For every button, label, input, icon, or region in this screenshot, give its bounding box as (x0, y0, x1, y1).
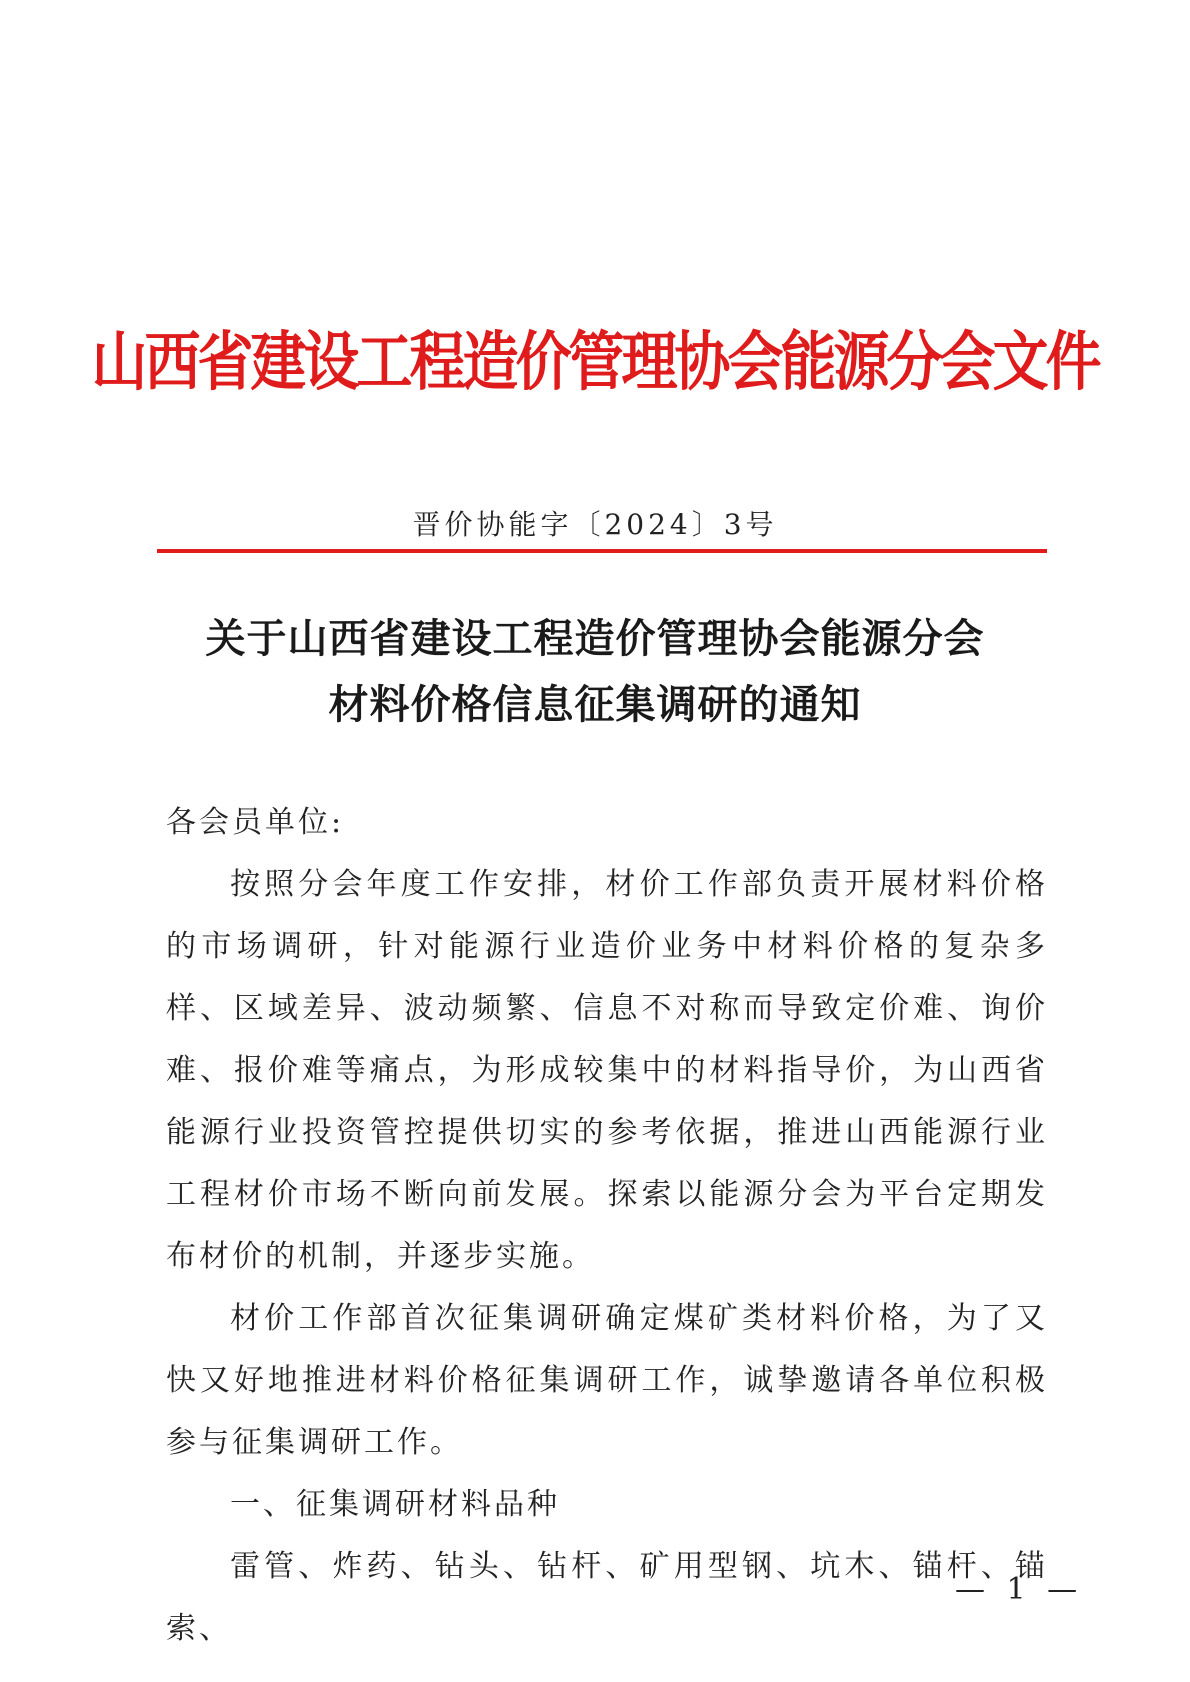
paragraph-invitation: 材价工作部首次征集调研确定煤矿类材料价格，为了又快又好地推进材料价格征集调研工作，诚挚邀请各单位积极参与征集调研工作。 (166, 1301, 1048, 1460)
notice-body (166, 792, 1048, 1660)
notice-title (0, 606, 1190, 738)
section-heading-1: 一、征集调研材料品种 (230, 1487, 560, 1522)
salutation: 各会员单位: (166, 805, 345, 840)
red-divider-line (157, 549, 1047, 553)
masthead-title: 山西省建设工程造价管理协会能源分会文件 (91, 324, 1099, 400)
notice-title-line-2: 材料价格信息征集调研的通知 (328, 681, 862, 728)
page-number: — 1 — (955, 1572, 1084, 1607)
paragraph-intro: 按照分会年度工作安排，材价工作部负责开展材料价格的市场调研，针对能源行业造价业务中材料价格的复杂多样、区域差异、波动频繁、信息不对称而导致定价难、询价难、报价难等痛点，为形成较集中的材料指导价，为山西省能源行业投资管控提供切实的参考依据，推进山西能源行业工程材价市场不断向前发展。探索以能源分会为平台定期发布材价的机制，并逐步实施。 (166, 867, 1048, 1274)
document-number: 晋价协能字〔2024〕3号 (412, 508, 778, 541)
paragraph-materials: 雷管、炸药、钻头、钻杆、矿用型钢、坑木、锚杆、锚索、 (166, 1549, 1048, 1646)
notice-title-line-1: 关于山西省建设工程造价管理协会能源分会 (205, 615, 985, 662)
